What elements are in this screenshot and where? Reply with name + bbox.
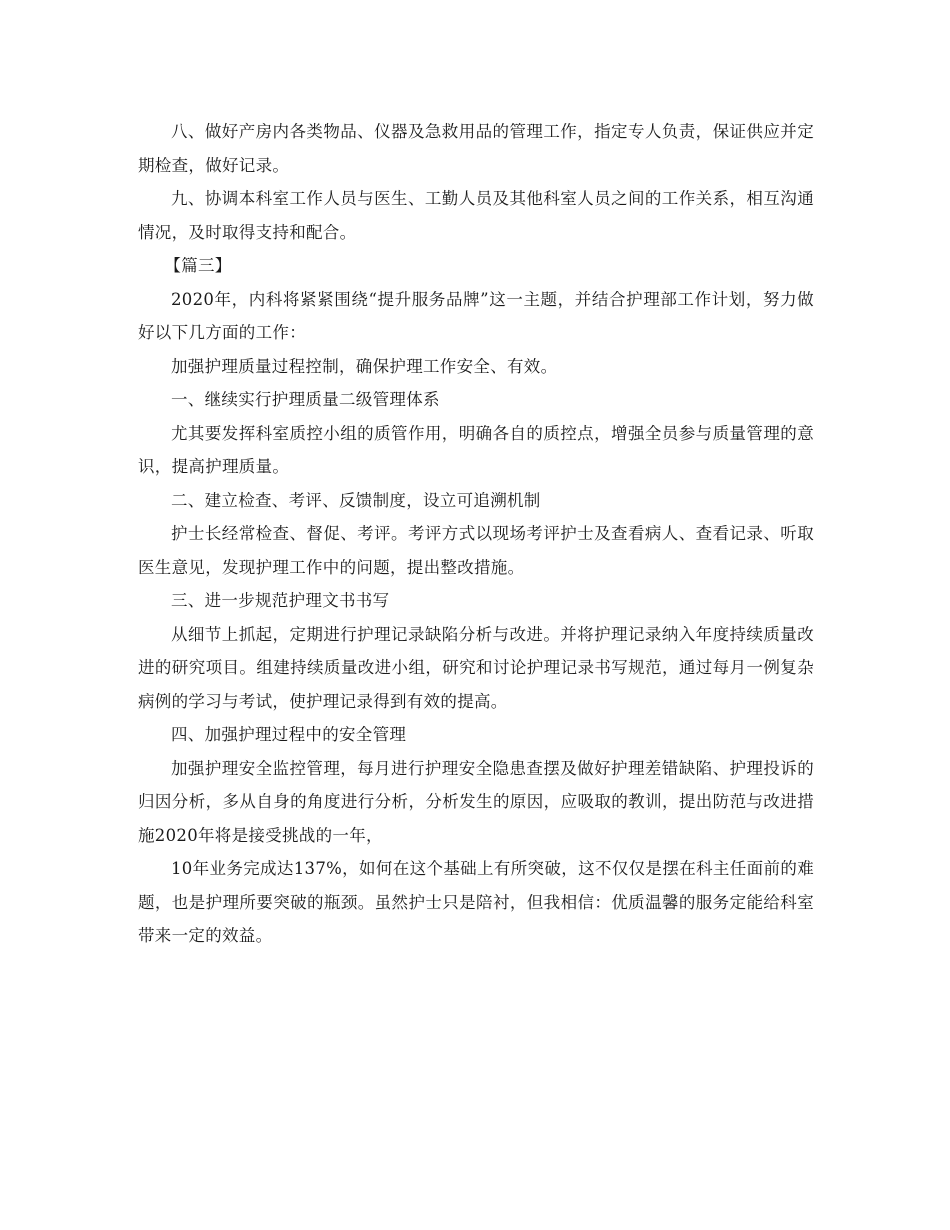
section-heading: 【篇三】 — [164, 256, 232, 275]
paragraph-goal: 加强护理质量过程控制，确保护理工作安全、有效。 — [171, 356, 558, 376]
paragraph-nine: 九、协调本科室工作人员与医生、工勤人员及其他科室人员之间的工作关系，相互沟通情况，及时取得支持和配合。 — [138, 189, 814, 242]
document-body — [138, 115, 814, 953]
item-body-three: 从细节上抓起，定期进行护理记录缺陷分析与改进。并将护理记录纳入年度持续质量改进的研究项目。组建持续质量改进小组，研究和讨论护理记录书写规范，通过每月一例复杂病例的学习与考试，使护理记录得到有效的提高。 — [138, 624, 814, 711]
item-body-four: 加强护理安全监控管理，每月进行护理安全隐患查摆及做好护理差错缺陷、护理投诉的归因分析，多从自身的角度进行分析，分析发生的原因，应吸取的教训，提出防范与改进措施2020年将是接受挑战的一年， — [138, 758, 814, 845]
item-heading-two: 二、建立检查、考评、反馈制度，设立可追溯机制 — [171, 490, 541, 510]
paragraph-intro: 2020年，内科将紧紧围绕“提升服务品牌”这一主题，并结合护理部工作计划，努力做好以下几方面的工作： — [138, 289, 814, 342]
item-body-one: 尤其要发挥科室质控小组的质管作用，明确各自的质控点，增强全员参与质量管理的意识，提高护理质量。 — [138, 423, 814, 476]
item-heading-three: 三、进一步规范护理文书书写 — [171, 591, 390, 610]
item-heading-one: 一、继续实行护理质量二级管理体系 — [171, 390, 440, 409]
item-body-two: 护士长经常检查、督促、考评。考评方式以现场考评护士及查看病人、查看记录、听取医生意见，发现护理工作中的问题，提出整改措施。 — [138, 524, 814, 577]
item-heading-four: 四、加强护理过程中的安全管理 — [171, 725, 407, 744]
paragraph-closing: 10年业务完成达137%，如何在这个基础上有所突破，这不仅仅是摆在科主任面前的难题，也是护理所要突破的瓶颈。虽然护士只是陪衬，但我相信：优质温馨的服务定能给科室带来一定的效益。 — [138, 859, 814, 945]
paragraph-eight: 八、做好产房内各类物品、仪器及急救用品的管理工作，指定专人负责，保证供应并定期检查，做好记录。 — [138, 122, 814, 175]
